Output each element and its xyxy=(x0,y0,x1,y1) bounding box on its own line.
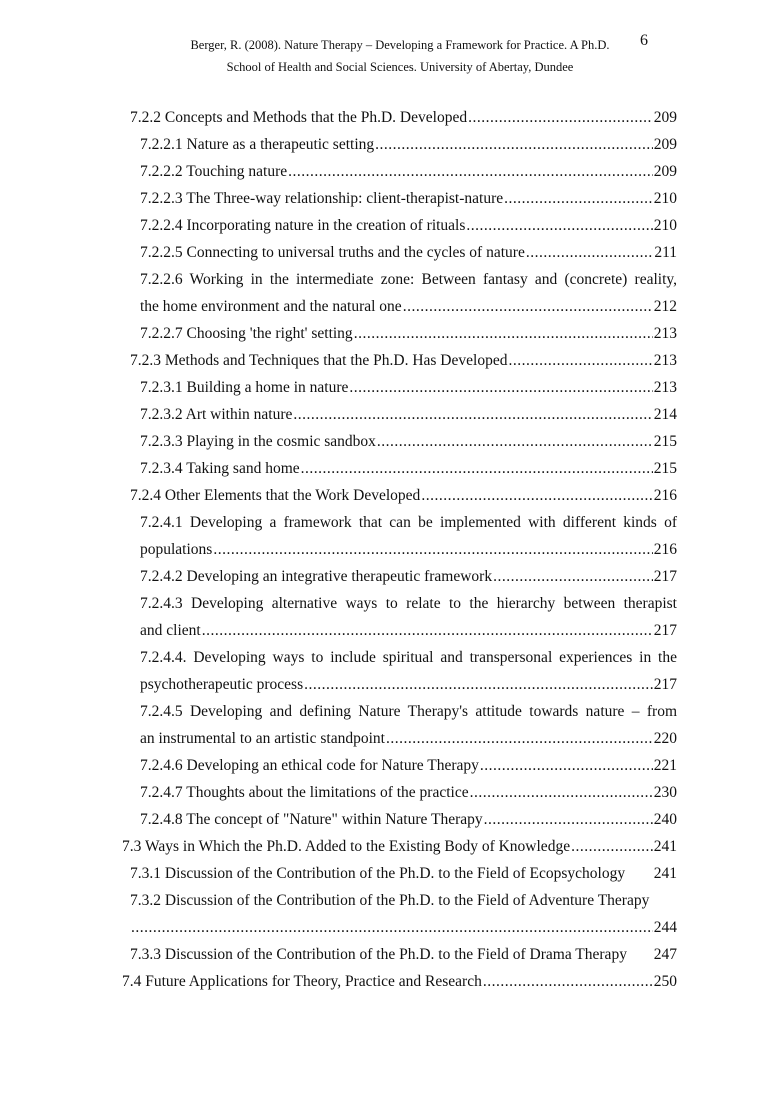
toc-entry-title-line1: 7.2.4.1 Developing a framework that can be implemented with different kinds of xyxy=(140,514,677,531)
toc-row xyxy=(130,482,677,509)
toc-row xyxy=(130,104,677,131)
toc-entry xyxy=(140,320,677,347)
toc-entry-title: 7.2.4.7 Thoughts about the limitations of the practice xyxy=(140,784,469,801)
toc-page-number: 209 xyxy=(653,136,677,153)
toc-page-number: 247 xyxy=(653,946,677,963)
toc-row xyxy=(130,941,677,968)
toc-entry-title: 7.3.3 Discussion of the Contribution of the Ph.D. to the Field of Drama Therapy xyxy=(130,946,627,963)
toc-dot-leader xyxy=(202,617,653,644)
toc-entry-title: 7.2.2.2 Touching nature xyxy=(140,163,288,180)
toc-entry-title: psychotherapeutic process xyxy=(140,676,304,693)
toc-entry-title: an instrumental to an artistic standpoint xyxy=(140,730,385,747)
toc-row xyxy=(140,563,677,590)
toc-dot-leader xyxy=(349,374,652,401)
toc-row xyxy=(140,239,677,266)
toc-dot-leader xyxy=(288,158,653,185)
toc-entry xyxy=(140,509,677,563)
toc-page-number: 209 xyxy=(653,109,677,126)
toc-entry xyxy=(130,104,677,131)
toc-entry xyxy=(122,968,677,995)
toc-entry-title: 7.2.3.2 Art within nature xyxy=(140,406,293,423)
toc-entry xyxy=(140,644,677,698)
toc-entry xyxy=(140,131,677,158)
toc-entry-title: 7.2.4.6 Developing an ethical code for Nature Therapy xyxy=(140,757,479,774)
toc-page-number: 210 xyxy=(653,190,677,207)
toc-entry-title: 7.3 Ways in Which the Ph.D. Added to the Existing Body of Knowledge xyxy=(122,838,571,855)
toc-row xyxy=(140,671,677,698)
toc-entry xyxy=(140,752,677,779)
toc-page-number: 213 xyxy=(653,352,677,369)
toc-entry xyxy=(140,779,677,806)
toc-entry-title-line1: 7.2.4.5 Developing and defining Nature Therapy's attitude towards nature – from xyxy=(140,703,677,720)
toc-entry xyxy=(130,887,677,941)
toc-page-number: 213 xyxy=(653,325,677,342)
toc-dot-leader xyxy=(466,212,652,239)
toc-entry-title: 7.2.2 Concepts and Methods that the Ph.D. Developed xyxy=(130,109,468,126)
toc-page-number: 240 xyxy=(653,811,677,828)
toc-entry xyxy=(140,563,677,590)
toc-page-number: 214 xyxy=(653,406,677,423)
toc-entry xyxy=(140,212,677,239)
toc-entry-title: populations xyxy=(140,541,213,558)
toc-dot-leader xyxy=(571,833,653,860)
toc-entry-title: 7.3.1 Discussion of the Contribution of the Ph.D. to the Field of Ecopsychology xyxy=(130,865,626,882)
toc-dot-leader xyxy=(468,104,653,131)
toc-dot-leader xyxy=(354,320,653,347)
toc-row xyxy=(140,293,677,320)
toc-entry xyxy=(130,941,677,968)
toc-entry xyxy=(140,374,677,401)
toc-entry-title-line1: 7.2.2.6 Working in the intermediate zone: Between fantasy and (concrete) reality, xyxy=(140,271,677,288)
toc-entry xyxy=(140,698,677,752)
toc-row xyxy=(140,428,677,455)
toc-page-number: 216 xyxy=(653,487,677,504)
toc-entry-title-line1: 7.2.4.3 Developing alternative ways to relate to the hierarchy between therapist xyxy=(140,595,677,612)
toc-entry-title: 7.2.4.8 The concept of "Nature" within Nature Therapy xyxy=(140,811,483,828)
toc-entry-title: and client xyxy=(140,622,201,639)
toc-row xyxy=(140,725,677,752)
toc-dot-leader xyxy=(131,914,653,941)
toc-dot-leader xyxy=(304,671,653,698)
toc-row xyxy=(140,617,677,644)
toc-entry xyxy=(130,347,677,374)
toc-row xyxy=(140,320,677,347)
toc-entry-title: the home environment and the natural one xyxy=(140,298,402,315)
toc-row xyxy=(130,860,677,887)
toc-entry-title: 7.4 Future Applications for Theory, Practice and Research xyxy=(122,973,482,990)
toc-dot-leader xyxy=(526,239,653,266)
toc-entry-title: 7.2.4.2 Developing an integrative therapeutic framework xyxy=(140,568,493,585)
toc-page-number: 216 xyxy=(653,541,677,558)
toc-row xyxy=(140,158,677,185)
toc-page-number: 217 xyxy=(653,676,677,693)
toc-entry xyxy=(130,860,677,887)
toc-entry-title: 7.2.2.7 Choosing 'the right' setting xyxy=(140,325,353,342)
toc-row xyxy=(130,914,677,941)
toc-page-number: 215 xyxy=(653,460,677,477)
toc-dot-leader xyxy=(213,536,652,563)
toc-dot-leader xyxy=(508,347,652,374)
toc-page-number: 244 xyxy=(653,919,677,936)
toc-page-number: 230 xyxy=(653,784,677,801)
toc-page-number: 209 xyxy=(653,163,677,180)
toc-entry-title: 7.2.2.5 Connecting to universal truths and the cycles of nature xyxy=(140,244,525,261)
toc-entry-title: 7.2.2.4 Incorporating nature in the creation of rituals xyxy=(140,217,466,234)
header-citation: Berger, R. (2008). Nature Therapy – Developing a Framework for Practice. A Ph.D. xyxy=(190,38,610,52)
toc-page-number: 217 xyxy=(653,622,677,639)
toc-row xyxy=(140,212,677,239)
toc-entry-title-line1: 7.3.2 Discussion of the Contribution of the Ph.D. to the Field of Adventure Therapy xyxy=(130,892,650,909)
toc-row xyxy=(130,347,677,374)
toc-page-number: 241 xyxy=(653,865,677,882)
toc-entry xyxy=(140,158,677,185)
toc-dot-leader xyxy=(470,779,653,806)
toc-row xyxy=(122,968,677,995)
toc-entry xyxy=(140,428,677,455)
toc-entry-title: 7.2.3 Methods and Techniques that the Ph.D. Has Developed xyxy=(130,352,508,369)
toc-entry-title-line1: 7.2.4.4. Developing ways to include spiritual and transpersonal experiences in the xyxy=(140,649,677,666)
toc-entry xyxy=(140,185,677,212)
toc-dot-leader xyxy=(504,185,653,212)
toc-dot-leader xyxy=(377,428,653,455)
toc-dot-leader xyxy=(493,563,653,590)
toc-entry xyxy=(140,806,677,833)
toc-entry xyxy=(140,455,677,482)
toc-page-number: 217 xyxy=(653,568,677,585)
page-number: 6 xyxy=(640,32,648,49)
toc-entry-title: 7.2.3.1 Building a home in nature xyxy=(140,379,349,396)
toc-row xyxy=(122,833,677,860)
toc-entry xyxy=(140,239,677,266)
toc-entry xyxy=(130,482,677,509)
toc-entry-title: 7.2.2.1 Nature as a therapeutic setting xyxy=(140,136,375,153)
toc-entry xyxy=(140,401,677,428)
toc-dot-leader xyxy=(421,482,652,509)
toc-page-number: 215 xyxy=(653,433,677,450)
toc-entry xyxy=(140,590,677,644)
toc-entry-title: 7.2.3.3 Playing in the cosmic sandbox xyxy=(140,433,376,450)
toc-row xyxy=(140,455,677,482)
running-header xyxy=(120,34,680,78)
toc-row xyxy=(140,779,677,806)
toc-dot-leader xyxy=(484,806,653,833)
toc-dot-leader xyxy=(375,131,653,158)
toc-dot-leader xyxy=(403,293,653,320)
toc-page-number: 212 xyxy=(653,298,677,315)
toc-page-number: 221 xyxy=(653,757,677,774)
toc-row xyxy=(140,374,677,401)
toc-page-number: 250 xyxy=(653,973,677,990)
toc-row xyxy=(140,806,677,833)
toc-entry xyxy=(122,833,677,860)
toc-dot-leader xyxy=(301,455,653,482)
toc-row xyxy=(140,536,677,563)
table-of-contents xyxy=(0,104,761,995)
header-institution: School of Health and Social Sciences. University of Abertay, Dundee xyxy=(226,60,574,74)
toc-page-number: 241 xyxy=(653,838,677,855)
toc-row xyxy=(140,185,677,212)
toc-entry-title: 7.2.2.3 The Three-way relationship: client-therapist-nature xyxy=(140,190,504,207)
toc-entry-title: 7.2.3.4 Taking sand home xyxy=(140,460,300,477)
toc-dot-leader xyxy=(293,401,652,428)
toc-row xyxy=(140,131,677,158)
toc-page-number: 213 xyxy=(653,379,677,396)
toc-entry-title: 7.2.4 Other Elements that the Work Developed xyxy=(130,487,421,504)
toc-page-number: 210 xyxy=(653,217,677,234)
toc-row xyxy=(140,401,677,428)
toc-page-number: 220 xyxy=(653,730,677,747)
toc-row xyxy=(140,752,677,779)
toc-dot-leader xyxy=(483,968,653,995)
toc-page-number: 211 xyxy=(654,244,677,261)
toc-entry xyxy=(140,266,677,320)
toc-dot-leader xyxy=(480,752,653,779)
toc-dot-leader xyxy=(386,725,653,752)
